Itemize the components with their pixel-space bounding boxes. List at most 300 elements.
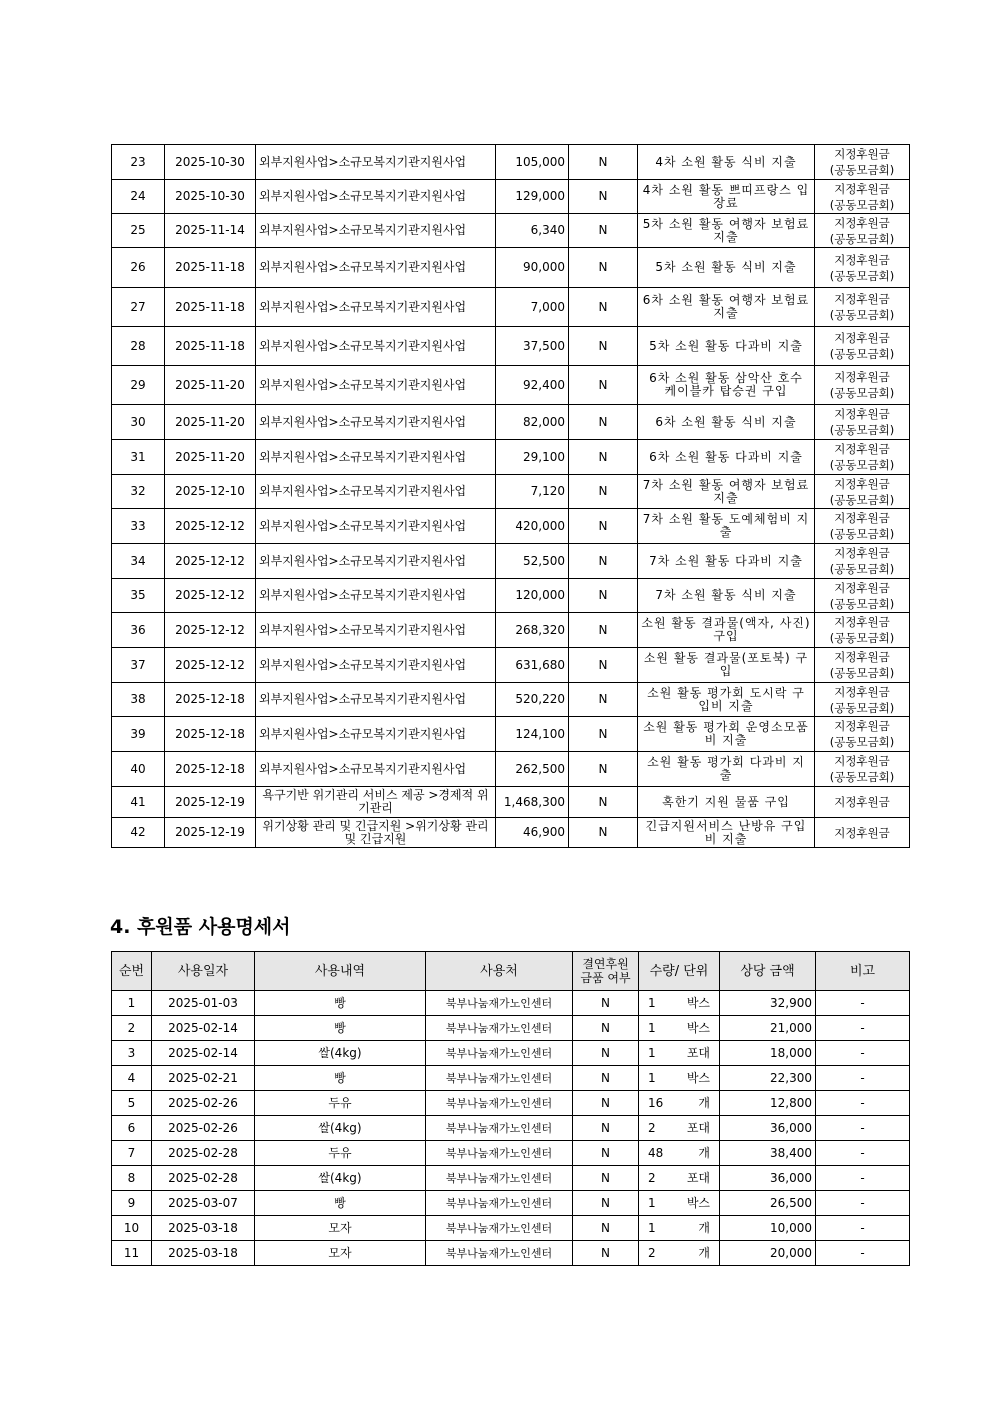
- table-row: [112, 648, 910, 683]
- row-note: -: [816, 1241, 910, 1266]
- row-flag: N: [569, 366, 638, 405]
- row-fund: [815, 327, 910, 366]
- row-category: 외부지원사업>소규모복지기관지원사업: [256, 440, 496, 475]
- quantity-number: 2: [648, 1245, 656, 1260]
- row-fund-type: 지정후원금: [834, 292, 890, 306]
- quantity-number: 1: [648, 1045, 656, 1060]
- row-fund-source: (공동모금회): [829, 268, 895, 283]
- row-category: 외부지원사업>소규모복지기관지원사업: [256, 145, 496, 180]
- row-amount: 22,300: [720, 1066, 816, 1091]
- row-date: 2025-02-26: [152, 1091, 255, 1116]
- quantity-number: 1: [648, 1020, 656, 1035]
- row-date: 2025-12-12: [165, 509, 256, 544]
- row-number: 38: [112, 683, 165, 717]
- row-number: 24: [112, 180, 165, 214]
- row-place: 북부나눔재가노인센터: [426, 1091, 573, 1116]
- row-quantity: [639, 991, 720, 1016]
- row-item: 두유: [255, 1091, 426, 1116]
- row-date: 2025-11-20: [165, 405, 256, 440]
- row-amount: 92,400: [496, 366, 569, 405]
- row-fund-type: 지정후원금: [834, 181, 890, 196]
- row-flag: N: [569, 248, 638, 288]
- row-date: 2025-11-14: [165, 214, 256, 248]
- row-flag: N: [573, 1041, 639, 1066]
- row-fund-type: 지정후원금: [834, 546, 890, 560]
- row-fund-type: 지정후원금: [834, 442, 890, 456]
- row-purpose: 소원 활동 결과물(액자, 사진) 구입: [638, 613, 815, 648]
- row-date: 2025-03-18: [152, 1241, 255, 1266]
- row-date: 2025-01-03: [152, 991, 255, 1016]
- row-fund: [815, 366, 910, 405]
- row-fund-type: 지정후원금: [834, 147, 890, 161]
- table-row: [112, 288, 910, 327]
- row-number: 2: [112, 1016, 152, 1041]
- row-purpose: 소원 활동 평가회 도시락 구입비 지출: [638, 683, 815, 717]
- table-row: [112, 214, 910, 248]
- row-note: -: [816, 1216, 910, 1241]
- row-item: 빵: [255, 1066, 426, 1091]
- row-fund-type: 지정후원금: [834, 719, 890, 733]
- row-purpose: 소원 활동 평가회 다과비 지출: [638, 752, 815, 787]
- row-date: 2025-11-18: [165, 288, 256, 327]
- row-note: -: [816, 1191, 910, 1216]
- row-fund-type: 지정후원금: [834, 407, 890, 421]
- row-number: 40: [112, 752, 165, 787]
- quantity-unit: 개: [698, 1095, 710, 1110]
- row-flag: N: [573, 1241, 639, 1266]
- row-flag: N: [573, 1141, 639, 1166]
- table-row: [112, 717, 910, 752]
- table-row: [112, 248, 910, 288]
- row-fund-source: (공동모금회): [829, 666, 895, 680]
- row-number: 3: [112, 1041, 152, 1066]
- header-amount: 상당 금액: [720, 952, 816, 991]
- row-fund-type: 지정후원금: [834, 754, 890, 768]
- row-fund: [815, 248, 910, 288]
- row-date: 2025-12-12: [165, 613, 256, 648]
- row-category: 외부지원사업>소규모복지기관지원사업: [256, 248, 496, 288]
- row-quantity: [639, 1166, 720, 1191]
- row-number: 29: [112, 366, 165, 405]
- row-amount: 1,468,300: [496, 787, 569, 818]
- row-fund: [815, 648, 910, 683]
- row-item: 빵: [255, 1191, 426, 1216]
- row-number: 27: [112, 288, 165, 327]
- row-date: 2025-10-30: [165, 180, 256, 214]
- row-quantity: [639, 1066, 720, 1091]
- row-place: 북부나눔재가노인센터: [426, 1141, 573, 1166]
- row-fund-source: (공동모금회): [829, 700, 895, 715]
- row-item: 빵: [255, 1016, 426, 1041]
- row-fund-source: (공동모금회): [829, 562, 895, 576]
- row-flag: N: [569, 180, 638, 214]
- row-number: 36: [112, 613, 165, 648]
- row-amount: 6,340: [496, 214, 569, 248]
- row-date: 2025-11-18: [165, 248, 256, 288]
- row-number: 8: [112, 1166, 152, 1191]
- table-row: [112, 544, 910, 579]
- row-amount: 129,000: [496, 180, 569, 214]
- row-flag: N: [569, 145, 638, 180]
- row-fund-type: 지정후원금: [834, 795, 890, 809]
- quantity-number: 2: [648, 1120, 656, 1135]
- table-row: [112, 327, 910, 366]
- row-purpose: 혹한기 지원 물품 구입: [638, 787, 815, 818]
- header-item: 사용내역: [255, 952, 426, 991]
- row-number: 6: [112, 1116, 152, 1141]
- header-qty: 수량/ 단위: [639, 952, 720, 991]
- row-category: 외부지원사업>소규모복지기관지원사업: [256, 683, 496, 717]
- row-item: 모자: [255, 1216, 426, 1241]
- row-date: 2025-12-12: [165, 544, 256, 579]
- row-amount: 18,000: [720, 1041, 816, 1066]
- row-item: 빵: [255, 991, 426, 1016]
- row-flag: N: [569, 787, 638, 818]
- row-purpose: 4차 소원 활동 식비 지출: [638, 145, 815, 180]
- row-fund-type: 지정후원금: [834, 476, 890, 491]
- row-category: 외부지원사업>소규모복지기관지원사업: [256, 613, 496, 648]
- row-purpose: 소원 활동 평가회 운영소모품비 지출: [638, 717, 815, 752]
- row-fund: [815, 818, 910, 848]
- row-fund-type: 지정후원금: [834, 331, 890, 345]
- row-number: 35: [112, 579, 165, 613]
- row-amount: 52,500: [496, 544, 569, 579]
- row-category: 외부지원사업>소규모복지기관지원사업: [256, 717, 496, 752]
- row-quantity: [639, 1016, 720, 1041]
- row-fund-source: (공동모금회): [829, 197, 895, 212]
- row-purpose: 7차 소원 활동 여행자 보험료 지출: [638, 475, 815, 509]
- row-fund: [815, 440, 910, 475]
- row-amount: 46,900: [496, 818, 569, 848]
- row-note: -: [816, 1116, 910, 1141]
- row-purpose: 5차 소원 활동 식비 지출: [638, 248, 815, 288]
- row-note: -: [816, 1066, 910, 1091]
- row-flag: N: [569, 440, 638, 475]
- row-flag: N: [573, 1066, 639, 1091]
- quantity-unit: 포대: [686, 1045, 710, 1060]
- table-row: [112, 509, 910, 544]
- quantity-number: 1: [648, 1070, 656, 1085]
- row-flag: N: [569, 288, 638, 327]
- row-fund: [815, 475, 910, 509]
- row-date: 2025-12-19: [165, 787, 256, 818]
- row-category: 외부지원사업>소규모복지기관지원사업: [256, 648, 496, 683]
- row-purpose: 5차 소원 활동 다과비 지출: [638, 327, 815, 366]
- row-fund: [815, 180, 910, 214]
- row-date: 2025-02-28: [152, 1141, 255, 1166]
- row-fund-type: 지정후원금: [834, 252, 890, 267]
- row-number: 33: [112, 509, 165, 544]
- quantity-number: 48: [648, 1145, 664, 1160]
- row-number: 42: [112, 818, 165, 848]
- row-amount: 7,120: [496, 475, 569, 509]
- table-row: [112, 579, 910, 613]
- quantity-number: 2: [648, 1170, 656, 1185]
- row-flag: N: [573, 1216, 639, 1241]
- row-number: 41: [112, 787, 165, 818]
- row-flag: N: [569, 752, 638, 787]
- quantity-unit: 포대: [686, 1120, 710, 1135]
- table-row: [112, 1066, 910, 1091]
- quantity-number: 16: [648, 1095, 664, 1110]
- row-flag: N: [569, 683, 638, 717]
- row-purpose: 소원 활동 결과물(포토북) 구입: [638, 648, 815, 683]
- table-row: [112, 818, 910, 848]
- row-fund: [815, 145, 910, 180]
- row-amount: 38,400: [720, 1141, 816, 1166]
- row-fund: [815, 752, 910, 787]
- row-quantity: [639, 1241, 720, 1266]
- table-row: [112, 1241, 910, 1266]
- row-category: 외부지원사업>소규모복지기관지원사업: [256, 752, 496, 787]
- table-row: [112, 475, 910, 509]
- row-fund-type: 지정후원금: [834, 684, 890, 699]
- row-place: 북부나눔재가노인센터: [426, 1241, 573, 1266]
- row-category: 외부지원사업>소규모복지기관지원사업: [256, 288, 496, 327]
- row-date: 2025-12-12: [165, 648, 256, 683]
- row-category: 외부지원사업>소규모복지기관지원사업: [256, 327, 496, 366]
- row-flag: N: [573, 1091, 639, 1116]
- row-category: 외부지원사업>소규모복지기관지원사업: [256, 180, 496, 214]
- row-fund-type: 지정후원금: [834, 825, 890, 840]
- row-fund-source: (공동모금회): [829, 423, 895, 437]
- row-flag: N: [569, 327, 638, 366]
- row-fund-type: 지정후원금: [834, 215, 890, 230]
- table-row: [112, 1116, 910, 1141]
- table-row: [112, 1191, 910, 1216]
- row-place: 북부나눔재가노인센터: [426, 1041, 573, 1066]
- quantity-unit: 개: [698, 1220, 710, 1235]
- row-category: 외부지원사업>소규모복지기관지원사업: [256, 475, 496, 509]
- row-fund-source: (공동모금회): [829, 596, 895, 611]
- row-quantity: [639, 1041, 720, 1066]
- row-quantity: [639, 1116, 720, 1141]
- row-number: 10: [112, 1216, 152, 1241]
- row-item: 모자: [255, 1241, 426, 1266]
- row-quantity: [639, 1091, 720, 1116]
- row-date: 2025-11-18: [165, 327, 256, 366]
- table-row: [112, 1141, 910, 1166]
- row-category: 외부지원사업>소규모복지기관지원사업: [256, 509, 496, 544]
- row-date: 2025-02-21: [152, 1066, 255, 1091]
- row-purpose: 6차 소원 활동 삼악산 호수 케이블카 탑승권 구입: [638, 366, 815, 405]
- row-number: 37: [112, 648, 165, 683]
- row-category: 위기상황 관리 및 긴급지원 >위기상황 관리 및 긴급지원: [256, 818, 496, 848]
- row-date: 2025-11-20: [165, 440, 256, 475]
- row-number: 11: [112, 1241, 152, 1266]
- row-amount: 262,500: [496, 752, 569, 787]
- row-category: 외부지원사업>소규모복지기관지원사업: [256, 366, 496, 405]
- row-date: 2025-12-12: [165, 579, 256, 613]
- quantity-unit: 박스: [686, 995, 710, 1010]
- row-date: 2025-03-18: [152, 1216, 255, 1241]
- row-quantity: [639, 1216, 720, 1241]
- row-amount: 631,680: [496, 648, 569, 683]
- row-flag: N: [569, 509, 638, 544]
- table-row: [112, 180, 910, 214]
- row-flag: N: [569, 818, 638, 848]
- row-purpose: 7차 소원 활동 도예체험비 지출: [638, 509, 815, 544]
- quantity-unit: 포대: [686, 1170, 710, 1185]
- row-fund: [815, 579, 910, 613]
- row-fund-source: (공동모금회): [829, 770, 895, 784]
- table-row: [112, 1166, 910, 1191]
- row-date: 2025-11-20: [165, 366, 256, 405]
- row-amount: 36,000: [720, 1166, 816, 1191]
- row-date: 2025-02-14: [152, 1016, 255, 1041]
- row-note: -: [816, 1091, 910, 1116]
- row-note: -: [816, 991, 910, 1016]
- row-flag: N: [569, 648, 638, 683]
- row-flag: N: [569, 214, 638, 248]
- table-row: [112, 405, 910, 440]
- header-place: 사용처: [426, 952, 573, 991]
- row-fund-source: (공동모금회): [829, 231, 895, 246]
- row-amount: 90,000: [496, 248, 569, 288]
- row-number: 25: [112, 214, 165, 248]
- row-purpose: 5차 소원 활동 여행자 보험료 지출: [638, 214, 815, 248]
- table-row: [112, 1216, 910, 1241]
- header-no: 순번: [112, 952, 152, 991]
- donated-goods-table: [111, 951, 910, 1266]
- header-date: 사용일자: [152, 952, 255, 991]
- row-number: 4: [112, 1066, 152, 1091]
- row-fund: [815, 509, 910, 544]
- row-amount: 10,000: [720, 1216, 816, 1241]
- row-place: 북부나눔재가노인센터: [426, 1116, 573, 1141]
- row-amount: 268,320: [496, 613, 569, 648]
- table-row: [112, 366, 910, 405]
- row-fund-source: (공동모금회): [829, 458, 895, 472]
- row-purpose: 7차 소원 활동 다과비 지출: [638, 544, 815, 579]
- table-row: [112, 613, 910, 648]
- row-item: 쌀(4kg): [255, 1041, 426, 1066]
- row-number: 34: [112, 544, 165, 579]
- row-amount: 36,000: [720, 1116, 816, 1141]
- row-place: 북부나눔재가노인센터: [426, 1166, 573, 1191]
- row-number: 7: [112, 1141, 152, 1166]
- row-flag: N: [573, 1016, 639, 1041]
- row-fund-source: (공동모금회): [829, 308, 895, 322]
- row-flag: N: [573, 1166, 639, 1191]
- row-number: 1: [112, 991, 152, 1016]
- row-place: 북부나눔재가노인센터: [426, 1016, 573, 1041]
- row-flag: N: [569, 613, 638, 648]
- row-category: 외부지원사업>소규모복지기관지원사업: [256, 214, 496, 248]
- header-flag: 결연후원 금품 여부: [573, 952, 639, 991]
- row-flag: N: [569, 717, 638, 752]
- row-fund-source: (공동모금회): [829, 631, 895, 645]
- row-date: 2025-02-28: [152, 1166, 255, 1191]
- row-fund: [815, 288, 910, 327]
- table-row: [112, 752, 910, 787]
- row-flag: N: [569, 544, 638, 579]
- quantity-number: 1: [648, 1220, 656, 1235]
- row-number: 26: [112, 248, 165, 288]
- row-amount: 120,000: [496, 579, 569, 613]
- row-purpose: 6차 소원 활동 식비 지출: [638, 405, 815, 440]
- row-number: 32: [112, 475, 165, 509]
- row-fund: [815, 405, 910, 440]
- row-fund-source: (공동모금회): [829, 163, 895, 177]
- row-quantity: [639, 1141, 720, 1166]
- row-amount: 21,000: [720, 1016, 816, 1041]
- row-number: 23: [112, 145, 165, 180]
- quantity-number: 1: [648, 1195, 656, 1210]
- expense-table: [111, 144, 910, 848]
- quantity-unit: 개: [698, 1245, 710, 1260]
- row-fund-source: (공동모금회): [829, 386, 895, 400]
- table-row: [112, 787, 910, 818]
- row-number: 5: [112, 1091, 152, 1116]
- row-place: 북부나눔재가노인센터: [426, 1216, 573, 1241]
- row-category: 외부지원사업>소규모복지기관지원사업: [256, 405, 496, 440]
- row-item: 쌀(4kg): [255, 1116, 426, 1141]
- row-amount: 20,000: [720, 1241, 816, 1266]
- row-date: 2025-12-18: [165, 683, 256, 717]
- table-row: [112, 991, 910, 1016]
- row-fund-type: 지정후원금: [834, 580, 890, 595]
- row-amount: 7,000: [496, 288, 569, 327]
- row-date: 2025-12-18: [165, 752, 256, 787]
- row-quantity: [639, 1191, 720, 1216]
- row-date: 2025-10-30: [165, 145, 256, 180]
- row-fund: [815, 613, 910, 648]
- row-fund-type: 지정후원금: [834, 650, 890, 664]
- row-date: 2025-12-19: [165, 818, 256, 848]
- row-category: 외부지원사업>소규모복지기관지원사업: [256, 579, 496, 613]
- row-fund-type: 지정후원금: [834, 511, 890, 525]
- row-item: 쌀(4kg): [255, 1166, 426, 1191]
- row-number: 30: [112, 405, 165, 440]
- row-note: -: [816, 1016, 910, 1041]
- row-note: -: [816, 1166, 910, 1191]
- row-amount: 26,500: [720, 1191, 816, 1216]
- row-fund: [815, 717, 910, 752]
- row-purpose: 긴급지원서비스 난방유 구입비 지출: [638, 818, 815, 848]
- row-note: -: [816, 1041, 910, 1066]
- row-fund: [815, 214, 910, 248]
- row-amount: 82,000: [496, 405, 569, 440]
- row-item: 두유: [255, 1141, 426, 1166]
- table-row: [112, 1041, 910, 1066]
- row-purpose: 6차 소원 활동 여행자 보험료 지출: [638, 288, 815, 327]
- row-date: 2025-02-14: [152, 1041, 255, 1066]
- table-row: [112, 1016, 910, 1041]
- row-purpose: 4차 소원 활동 쁘띠프랑스 입장료: [638, 180, 815, 214]
- row-flag: N: [573, 1116, 639, 1141]
- row-date: 2025-03-07: [152, 1191, 255, 1216]
- row-amount: 124,100: [496, 717, 569, 752]
- row-amount: 105,000: [496, 145, 569, 180]
- row-fund: [815, 544, 910, 579]
- row-amount: 32,900: [720, 991, 816, 1016]
- row-number: 9: [112, 1191, 152, 1216]
- table-header-row: [112, 952, 910, 991]
- row-place: 북부나눔재가노인센터: [426, 1191, 573, 1216]
- row-amount: 420,000: [496, 509, 569, 544]
- table-row: [112, 145, 910, 180]
- table-row: [112, 683, 910, 717]
- row-note: -: [816, 1141, 910, 1166]
- row-place: 북부나눔재가노인센터: [426, 1066, 573, 1091]
- row-amount: 12,800: [720, 1091, 816, 1116]
- quantity-unit: 박스: [686, 1020, 710, 1035]
- quantity-number: 1: [648, 995, 656, 1010]
- row-fund-type: 지정후원금: [834, 370, 890, 384]
- row-place: 북부나눔재가노인센터: [426, 991, 573, 1016]
- row-flag: N: [573, 991, 639, 1016]
